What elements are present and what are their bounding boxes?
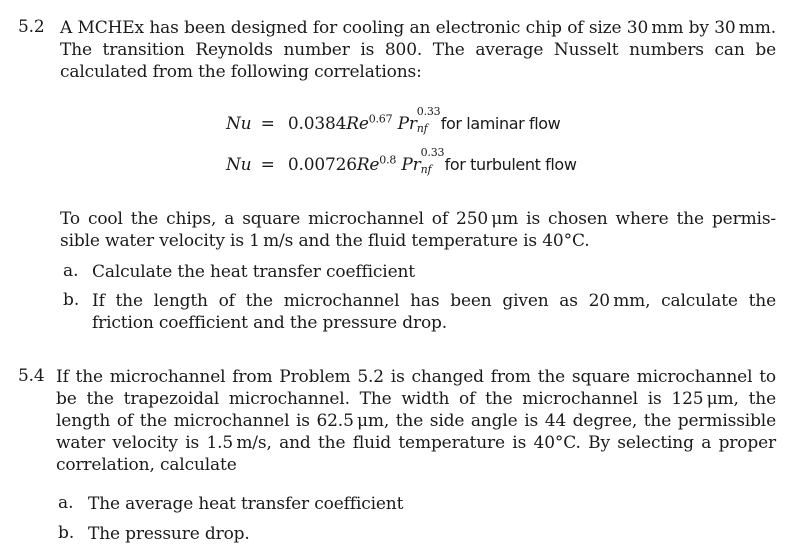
- item-letter: b.: [63, 290, 80, 310]
- coefficient: 0.0384: [287, 114, 347, 134]
- problem-number-5-4: 5.4: [18, 366, 45, 386]
- reynolds-exponent: 0.67: [368, 112, 393, 126]
- list-item: If the length of the microchannel has been given as 20 mm, calculate the friction coefficient and the pressure drop.: [92, 291, 776, 333]
- problem-5-2-body: To cool the chips, a square microchannel of 250 μm is chosen where the permis-sible water velocity is 1 m/s and the fluid temperature is 40°C.: [60, 209, 776, 251]
- prandtl-sup-sub: [420, 146, 445, 176]
- equation-lhs: Nu: [226, 155, 252, 175]
- list-item: The pressure drop.: [88, 524, 250, 544]
- equation-label: for turbulent flow: [444, 155, 577, 174]
- equation-lhs: Nu: [226, 114, 252, 134]
- reynolds-symbol: Re: [356, 155, 380, 175]
- prandtl-subscript: nf: [416, 122, 428, 135]
- problem-number-5-2: 5.2: [18, 17, 45, 37]
- reynolds-exponent: 0.8: [379, 153, 397, 167]
- list-item: The average heat transfer coefficient: [88, 494, 404, 514]
- problem-5-2-intro: A MCHEx has been designed for cooling an electronic chip of size 30 mm by 30 mm. The transition Reynolds number is 800. The average Nusselt numbers can be calculated from the following correlations:: [60, 18, 776, 82]
- equation-turbulent: [226, 146, 577, 176]
- equals-sign: =: [260, 114, 275, 134]
- prandtl-exponent: 0.33: [416, 105, 441, 118]
- prandtl-symbol: Pr: [397, 114, 417, 134]
- equation-laminar: [226, 105, 561, 135]
- prandtl-subscript: nf: [420, 163, 432, 176]
- prandtl-sup-sub: [416, 105, 441, 135]
- prandtl-symbol: Pr: [401, 155, 421, 175]
- item-letter: a.: [63, 261, 79, 281]
- list-item: Calculate the heat transfer coefficient: [92, 262, 415, 282]
- item-letter: a.: [58, 493, 74, 513]
- reynolds-symbol: Re: [346, 114, 369, 134]
- problem-5-4-body: If the microchannel from Problem 5.2 is changed from the square microchannel to be the trapezoidal microchannel. The width of the microchannel is 125 μm, the length of the microchannel is 62.5 μm, the side angle is 44 degree, the permissible water velocity is 1.5 m/s, and the fluid temperature is 40°C. By selecting a proper correlation, calculate: [56, 367, 776, 475]
- item-letter: b.: [58, 523, 75, 543]
- coefficient: 0.00726: [287, 155, 357, 175]
- equation-label: for laminar flow: [440, 114, 561, 133]
- prandtl-exponent: 0.33: [420, 146, 445, 159]
- equals-sign: =: [260, 155, 275, 175]
